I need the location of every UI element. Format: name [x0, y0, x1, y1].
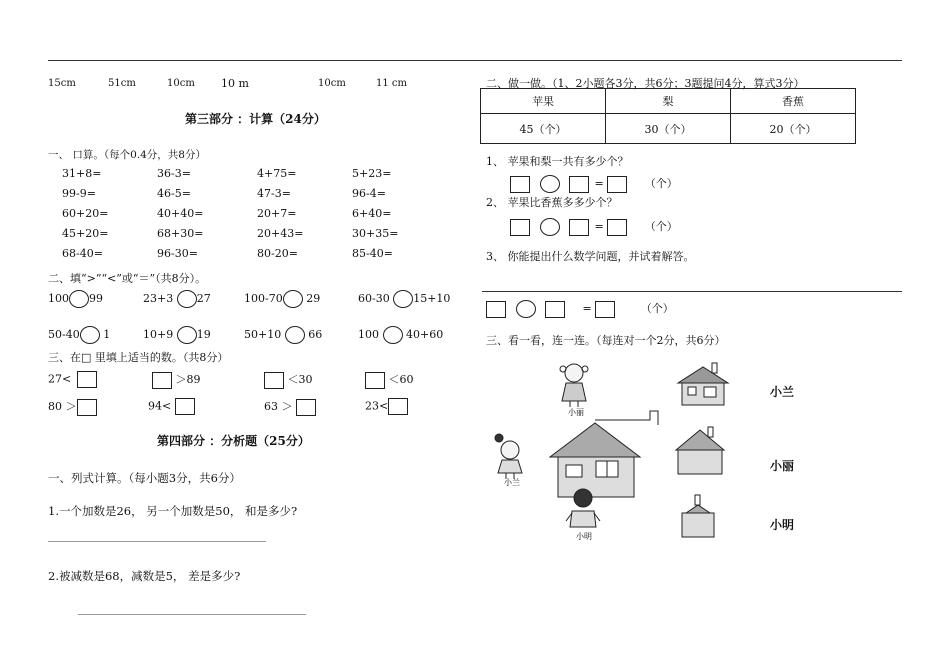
compare-left: 100-70: [244, 292, 283, 305]
match-section-title: 三、看一看，连一连。（每连对一个2分，共6分）: [486, 334, 726, 347]
eq-unit: （个）: [644, 220, 678, 233]
eq-sign: =: [594, 177, 604, 190]
compare-right: 99: [89, 292, 103, 305]
fill-item: [264, 398, 316, 416]
oral-item: 47-3=: [257, 187, 291, 200]
fruit-table: [480, 88, 856, 144]
table-row: [481, 114, 856, 144]
equation-row-3: [486, 300, 674, 318]
unit-item: 10 m: [221, 77, 249, 90]
oral-item: 40+40=: [157, 207, 204, 220]
question-2: 2.被减数是68，减数是5， 差是多少?: [48, 569, 241, 583]
compare-left: 50-40: [48, 328, 80, 341]
table-header: 苹果: [481, 89, 606, 114]
big-house-icon: [550, 411, 658, 497]
compare-circle-input[interactable]: [177, 290, 197, 308]
compare-circle-input[interactable]: [383, 326, 403, 344]
compare-right: 15+10: [413, 292, 451, 305]
table-header: 梨: [606, 89, 731, 114]
oral-item: 68+30=: [157, 227, 204, 240]
fill-item: [148, 398, 195, 415]
fill-pre: 63 ＞: [264, 400, 293, 413]
fill-pre: 27<: [48, 372, 72, 386]
oral-item: 5+23=: [352, 167, 392, 180]
list-calc-title: 一、列式计算。（每小题3分，共6分）: [48, 471, 241, 485]
girl-xiaoli-figure: [560, 364, 588, 407]
girl-xiaolan-figure: [495, 434, 522, 479]
oral-item: 6+40=: [352, 207, 392, 220]
table-cell: 20（个）: [731, 114, 856, 144]
eq-box-input[interactable]: [569, 176, 589, 193]
fill-box-input[interactable]: [296, 399, 316, 416]
oral-item: 20+43=: [257, 227, 304, 240]
house-top-icon: [682, 495, 714, 537]
do-section-title: 二、做一做。（1、2小题各3分，共6分；3题提问4分，算式3分）: [486, 77, 805, 90]
right-rule: [482, 291, 902, 292]
compare-left: 10+9: [143, 328, 174, 341]
oral-item: 36-3=: [157, 167, 191, 180]
fill-item: [48, 398, 97, 416]
eq-sign: =: [582, 302, 592, 315]
fill-item: [365, 398, 408, 415]
compare-item: [143, 326, 211, 344]
oral-item: 4+75=: [257, 167, 297, 180]
oral-item: 30+35=: [352, 227, 399, 240]
eq-box-input[interactable]: [510, 219, 530, 236]
compare-item: [244, 326, 322, 344]
eq-op-circle-input[interactable]: [540, 175, 560, 193]
oral-item: 20+7=: [257, 207, 297, 220]
fill-post: ＜30: [287, 373, 313, 386]
table-header: 香蕉: [731, 89, 856, 114]
compare-circle-input[interactable]: [283, 290, 303, 308]
fill-item: [365, 371, 414, 389]
compare-right: 19: [196, 328, 211, 341]
fill-box-input[interactable]: [77, 399, 97, 416]
oral-item: 96-4=: [352, 187, 386, 200]
fill-box-input[interactable]: [365, 372, 385, 389]
eq-op-circle-input[interactable]: [540, 218, 560, 236]
fill-pre: 80 ＞: [48, 400, 77, 413]
fill-section-title: 三、在□ 里填上适当的数。（共8分）: [48, 351, 229, 364]
equation-row-1: [510, 175, 678, 193]
compare-left: 50+10: [244, 328, 282, 341]
compare-left: 23+3: [143, 292, 174, 305]
fill-item: [152, 371, 201, 389]
oral-item: 80-20=: [257, 247, 298, 260]
match-name-2[interactable]: 小丽: [770, 459, 795, 473]
compare-item: [358, 326, 443, 344]
compare-section-title: 二、填“>”“<”或“＝”（共8分）。: [48, 272, 207, 285]
eq-sign: =: [594, 220, 604, 233]
match-name-1[interactable]: 小兰: [770, 385, 795, 399]
fill-box-input[interactable]: [152, 372, 172, 389]
fill-box-input[interactable]: [388, 398, 408, 415]
unit-item: 15cm: [48, 78, 76, 89]
compare-right: 29: [306, 292, 321, 305]
unit-item: 51cm: [108, 78, 136, 89]
fill-box-input[interactable]: [175, 398, 195, 415]
oral-item: 46-5=: [157, 187, 191, 200]
match-name-3[interactable]: 小明: [770, 518, 795, 532]
pic-label-xiaolan: 小兰: [504, 478, 520, 487]
compare-left: 100: [48, 292, 69, 305]
unit-item: 10cm: [318, 78, 346, 89]
compare-right: 1: [103, 328, 111, 341]
oral-item: 85-40=: [352, 247, 393, 260]
table-cell: 45（个）: [481, 114, 606, 144]
oral-item: 31+8=: [62, 167, 102, 180]
eq-unit: （个）: [644, 177, 678, 190]
top-rule: [48, 60, 902, 61]
do-question-1: 1、 苹果和梨一共有多少个？: [486, 155, 629, 168]
oral-item: 45+20=: [62, 227, 109, 240]
compare-circle-input[interactable]: [285, 326, 305, 344]
oral-item: 60+20=: [62, 207, 109, 220]
fill-post: ＞89: [175, 373, 201, 386]
fill-item: [264, 371, 313, 389]
compare-right: 40+60: [406, 328, 444, 341]
eq-unit: （个）: [640, 302, 674, 315]
house-side-icon: [676, 427, 724, 474]
compare-circle-input[interactable]: [69, 290, 89, 308]
compare-circle-input[interactable]: [177, 326, 197, 344]
fill-post: ＜60: [388, 373, 414, 386]
oral-item: 68-40=: [62, 247, 103, 260]
compare-item: [48, 290, 103, 308]
question-1: 1.一个加数是26， 另一个加数是50， 和是多少?: [48, 504, 298, 518]
house-front-icon: [678, 363, 728, 405]
match-illustration: [490, 355, 750, 550]
answer-line-1[interactable]: [48, 541, 266, 542]
pic-label-xiaoming: 小明: [576, 532, 592, 541]
part4-title: 第四部分 ：分析题（25分）: [157, 434, 310, 448]
eq-box-input[interactable]: [545, 301, 565, 318]
compare-left: 100: [358, 328, 379, 341]
fill-box-input[interactable]: [264, 372, 284, 389]
do-question-2: 2、 苹果比香蕉多多少个？: [486, 196, 618, 209]
pic-label-xiaoli: 小丽: [568, 408, 584, 417]
part3-title: 第三部分 ：计算（24分）: [185, 112, 326, 126]
eq-op-circle-input[interactable]: [516, 300, 536, 318]
eq-box-input[interactable]: [607, 219, 627, 236]
do-question-3: 3、 你能提出什么数学问题，并试着解答。: [486, 250, 695, 263]
compare-circle-input[interactable]: [80, 326, 100, 344]
compare-item: [244, 290, 320, 308]
oral-item: 99-9=: [62, 187, 96, 200]
table-row: [481, 89, 856, 114]
fill-box-input[interactable]: [77, 371, 97, 388]
eq-box-input[interactable]: [607, 176, 627, 193]
equation-row-2: [510, 218, 678, 236]
eq-box-input[interactable]: [510, 176, 530, 193]
compare-circle-input[interactable]: [393, 290, 413, 308]
answer-line-2[interactable]: [78, 614, 306, 615]
eq-box-input[interactable]: [486, 301, 506, 318]
eq-box-input[interactable]: [569, 219, 589, 236]
unit-item: 10cm: [167, 78, 195, 89]
compare-item: [358, 290, 450, 308]
unit-item: 11 cm: [376, 78, 407, 89]
compare-right: 27: [196, 292, 211, 305]
fill-pre: 94<: [148, 399, 172, 413]
table-cell: 30（个）: [606, 114, 731, 144]
compare-left: 60-30: [358, 292, 390, 305]
oral-item: 96-30=: [157, 247, 198, 260]
compare-right: 66: [308, 328, 323, 341]
oral-section-title: 一、 口算。（每个0.4分，共8分）: [48, 149, 206, 161]
fill-pre: 23<: [365, 399, 389, 413]
eq-box-input[interactable]: [595, 301, 615, 318]
compare-item: [48, 326, 110, 344]
compare-item: [143, 290, 211, 308]
fill-item: [48, 371, 97, 388]
